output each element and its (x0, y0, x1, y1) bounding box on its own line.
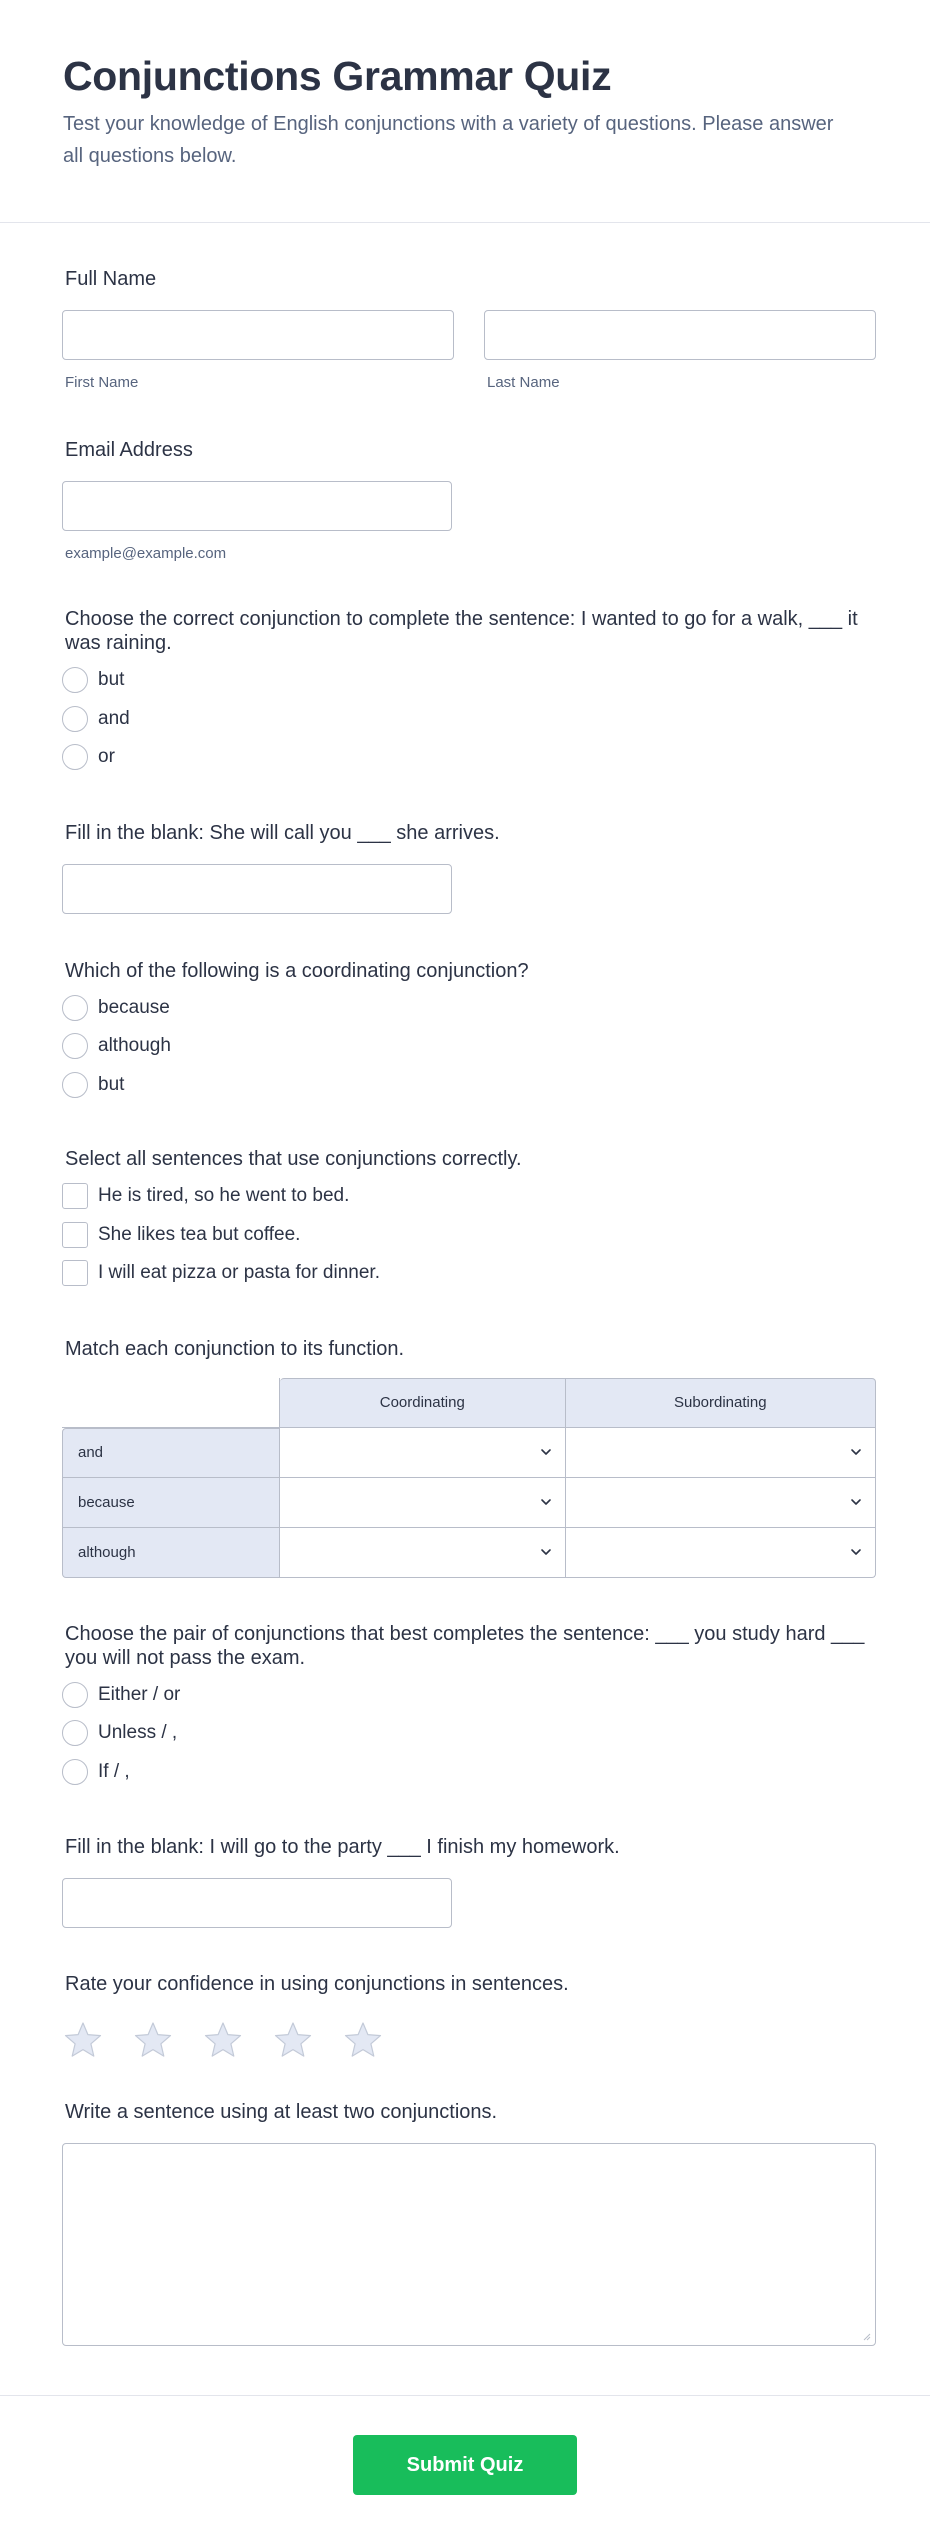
full-name-label: Full Name (65, 268, 157, 290)
question-9 (62, 2100, 877, 2346)
star-icon[interactable] (63, 2020, 103, 2060)
chevron-down-icon (539, 1545, 553, 1559)
chevron-down-icon (849, 1545, 863, 1559)
star-icon[interactable] (273, 2020, 313, 2060)
q3-option-but[interactable]: but (62, 1066, 877, 1105)
full-name-field (62, 267, 877, 391)
email-label: Email Address (65, 439, 193, 461)
q1-option-or[interactable]: or (62, 738, 877, 777)
q6-option-if[interactable]: If / , (62, 1753, 877, 1792)
q4-option-3[interactable]: I will eat pizza or pasta for dinner. (62, 1254, 877, 1293)
question-4 (62, 1147, 877, 1293)
q3-option-although[interactable]: although (62, 1027, 877, 1066)
matrix-dropdown[interactable] (280, 1428, 566, 1478)
q2-label: Fill in the blank: She will call you ___ she arrives. (65, 821, 500, 844)
first-name-input[interactable] (62, 310, 454, 360)
form-header (0, 0, 930, 223)
q5-label: Match each conjunction to its function. (65, 1337, 405, 1360)
radio-button[interactable] (62, 667, 88, 693)
chevron-down-icon (539, 1495, 553, 1509)
q4-option-1[interactable]: He is tired, so he went to bed. (62, 1177, 877, 1216)
last-name-input[interactable] (484, 310, 876, 360)
q1-option-but[interactable]: but (62, 661, 877, 700)
matrix-dropdown[interactable] (280, 1478, 566, 1528)
question-1 (62, 607, 877, 777)
star-icon[interactable] (203, 2020, 243, 2060)
page-subtitle: Test your knowledge of English conjunctions with a variety of questions. Please answer all questions below. (63, 113, 834, 167)
q6-option-either-or[interactable]: Either / or (62, 1676, 877, 1715)
radio-button[interactable] (62, 744, 88, 770)
email-field (62, 438, 877, 562)
q9-answer-textarea[interactable] (62, 2143, 876, 2346)
matrix-col-coordinating: Coordinating (280, 1378, 566, 1428)
radio-button[interactable] (62, 1072, 88, 1098)
chevron-down-icon (849, 1495, 863, 1509)
email-input[interactable] (62, 481, 452, 531)
last-name-sublabel: Last Name (487, 374, 560, 391)
question-6 (62, 1622, 877, 1792)
chevron-down-icon (849, 1445, 863, 1459)
radio-button[interactable] (62, 995, 88, 1021)
question-3 (62, 959, 877, 1105)
matrix-row-because: because (62, 1478, 280, 1528)
submit-quiz-button[interactable]: Submit Quiz (353, 2435, 577, 2495)
q6-label: Choose the pair of conjunctions that best completes the sentence: ___ you study hard ___ you will not pass the exam. (65, 1622, 865, 1669)
matrix-corner (62, 1378, 280, 1428)
question-2 (62, 821, 877, 914)
radio-button[interactable] (62, 1720, 88, 1746)
matching-matrix (62, 1378, 876, 1578)
star-icon[interactable] (133, 2020, 173, 2060)
q6-option-unless[interactable]: Unless / , (62, 1714, 877, 1753)
radio-button[interactable] (62, 1682, 88, 1708)
q3-label: Which of the following is a coordinating conjunction? (65, 959, 529, 982)
q1-label: Choose the correct conjunction to complete the sentence: I wanted to go for a walk, ___ it was raining. (65, 608, 858, 654)
q1-option-and[interactable]: and (62, 700, 877, 739)
chevron-down-icon (539, 1445, 553, 1459)
question-5 (62, 1337, 877, 1578)
q4-label: Select all sentences that use conjunctions correctly. (65, 1148, 522, 1170)
star-rating (62, 2020, 877, 2060)
form-footer (0, 2395, 930, 2542)
matrix-row-although: although (62, 1528, 280, 1578)
q3-option-because[interactable]: because (62, 989, 877, 1028)
q7-answer-input[interactable] (62, 1878, 452, 1928)
checkbox[interactable] (62, 1260, 88, 1286)
q9-label: Write a sentence using at least two conjunctions. (65, 2101, 498, 2123)
matrix-dropdown[interactable] (566, 1478, 876, 1528)
matrix-dropdown[interactable] (566, 1428, 876, 1478)
matrix-row-and: and (62, 1428, 280, 1478)
star-icon[interactable] (343, 2020, 383, 2060)
question-7 (62, 1835, 877, 1928)
q4-option-2[interactable]: She likes tea but coffee. (62, 1216, 877, 1255)
checkbox[interactable] (62, 1183, 88, 1209)
quiz-form (0, 267, 930, 2346)
q2-answer-input[interactable] (62, 864, 452, 914)
matrix-col-subordinating: Subordinating (566, 1378, 876, 1428)
matrix-dropdown[interactable] (566, 1528, 876, 1578)
question-8 (62, 1972, 877, 2060)
q7-label: Fill in the blank: I will go to the party ___ I finish my homework. (65, 1836, 620, 1858)
email-sublabel: example@example.com (65, 545, 227, 562)
resize-grip-icon[interactable] (861, 2331, 871, 2341)
radio-button[interactable] (62, 1759, 88, 1785)
radio-button[interactable] (62, 706, 88, 732)
radio-button[interactable] (62, 1033, 88, 1059)
checkbox[interactable] (62, 1222, 88, 1248)
first-name-sublabel: First Name (65, 374, 139, 391)
page-title: Conjunctions Grammar Quiz (63, 53, 612, 99)
matrix-dropdown[interactable] (280, 1528, 566, 1578)
q8-label: Rate your confidence in using conjunctions in sentences. (65, 1973, 569, 1995)
